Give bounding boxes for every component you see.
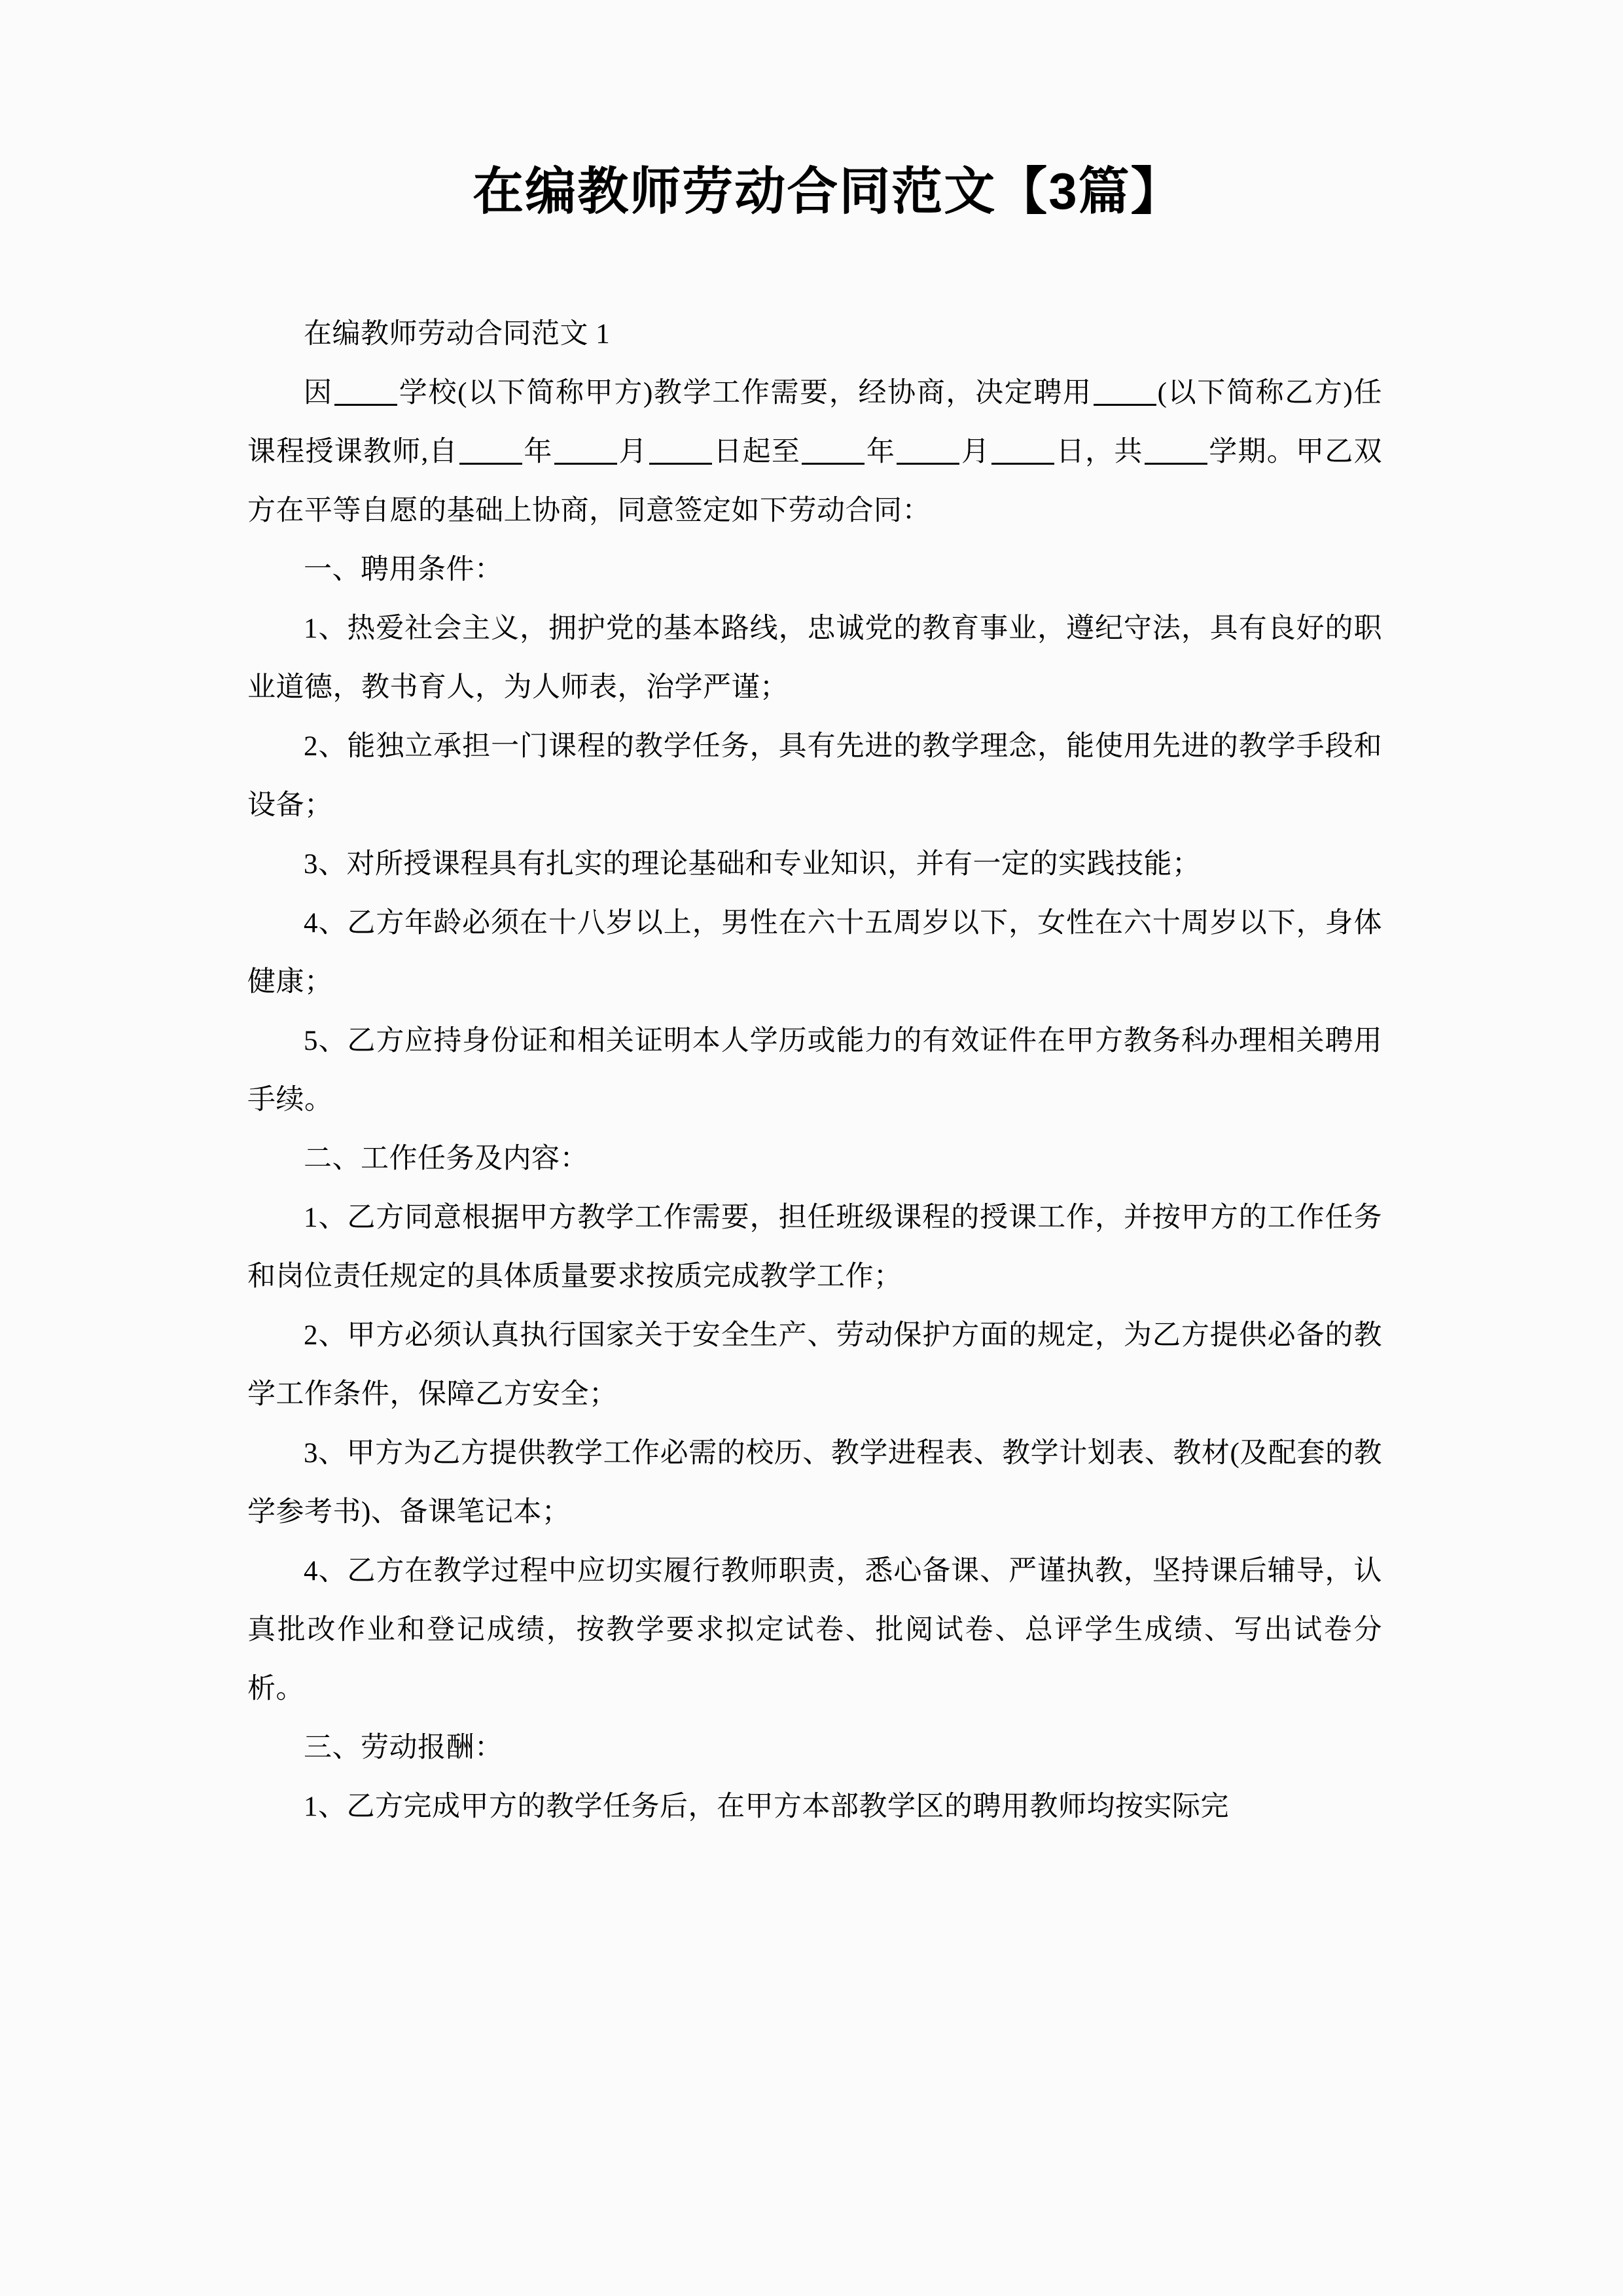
fill-in-blank	[649, 463, 712, 465]
list-item-s2-3: 3、甲方为乙方提供教学工作必需的校历、教学进程表、教学计划表、教材(及配套的教学参考书)、备课笔记本；	[247, 1437, 1382, 1528]
list-item-s3-1: 1、乙方完成甲方的教学任务后，在甲方本部教学区的聘用教师均按实际完	[304, 1791, 1229, 1822]
fill-in-blank	[1094, 404, 1156, 406]
section-heading-3: 三、劳动报酬：	[304, 1732, 503, 1763]
list-item-s1-1: 1、热爱社会主义，拥护党的基本路线，忠诚党的教育事业，遵纪守法，具有良好的职业道德，教书育人，为人师表，治学严谨；	[247, 613, 1382, 703]
fill-in-blank	[802, 463, 865, 465]
list-item-s1-4: 4、乙方年龄必须在十八岁以上，男性在六十五周岁以下，女性在六十周岁以下，身体健康；	[247, 907, 1382, 997]
list-item-s2-1: 1、乙方同意根据甲方教学工作需要，担任班级课程的授课工作，并按甲方的工作任务和岗位责任规定的具体质量要求按质完成教学工作；	[247, 1202, 1382, 1292]
fill-in-blank	[991, 463, 1054, 465]
document-body	[247, 305, 1382, 1837]
fill-in-blank	[1145, 463, 1207, 465]
list-item-s2-4: 4、乙方在教学过程中应切实履行教师职责，悉心备课、严谨执教，坚持课后辅导，认真批改作业和登记成绩，按教学要求拟定试卷、批阅试卷、总评学生成绩、写出试卷分析。	[247, 1555, 1382, 1704]
fill-in-blank	[459, 463, 522, 465]
sample-label: 在编教师劳动合同范文 1	[304, 318, 611, 350]
page-title: 在编教师劳动合同范文【3篇】	[473, 162, 1183, 220]
document-content-column	[247, 0, 1382, 1837]
list-item-s1-3: 3、对所授课程具有扎实的理论基础和专业知识，并有一定的实践技能；	[304, 848, 1201, 880]
list-item-s1-5: 5、乙方应持身份证和相关证明本人学历或能力的有效证件在甲方教务科办理相关聘用手续。	[247, 1025, 1382, 1115]
section-heading-2: 二、工作任务及内容：	[304, 1143, 588, 1174]
list-item-s1-2: 2、能独立承担一门课程的教学任务，具有先进的教学理念，能使用先进的教学手段和设备；	[247, 730, 1382, 821]
fill-in-blank	[554, 463, 617, 465]
paragraph-intro: 因 学校(以下简称甲方)教学工作需要，经协商，决定聘用 (以下简称乙方)任课程授课教师,自 年 月 日起至 年 月 日，共 学期。甲乙双方在平等自愿的基础上协商，同意签定如下劳动合同：	[247, 377, 1383, 526]
fill-in-blank	[897, 463, 959, 465]
fill-in-blank	[334, 404, 397, 406]
section-heading-1: 一、聘用条件：	[304, 554, 503, 585]
list-item-s2-2: 2、甲方必须认真执行国家关于安全生产、劳动保护方面的规定，为乙方提供必备的教学工作条件，保障乙方安全；	[247, 1319, 1382, 1410]
